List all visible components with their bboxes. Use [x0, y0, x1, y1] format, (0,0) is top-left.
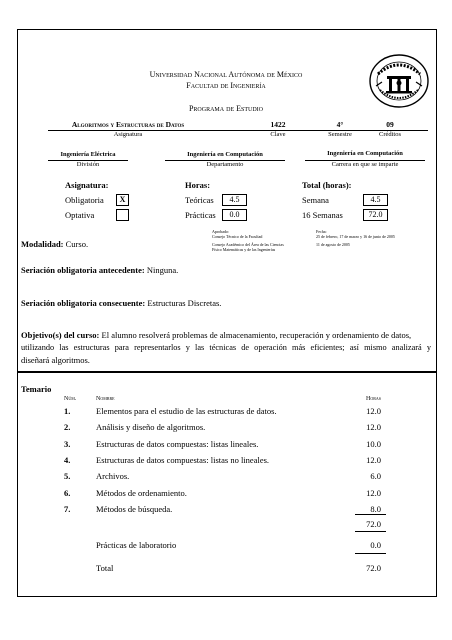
topic-number: 7.: [64, 503, 71, 514]
consequent-seriation: [21, 298, 221, 308]
topic-name: Análisis y diseño de algoritmos.: [96, 422, 206, 433]
topic-hours: 8.0: [370, 503, 381, 514]
course-key-caption: Clave: [270, 131, 286, 138]
topic-name: Estructuras de datos compuestas: listas no lineales.: [96, 454, 270, 465]
course-credits-caption: Créditos: [378, 131, 402, 138]
course-name-caption: Asignatura: [113, 131, 143, 138]
topic-hours: 12.0: [366, 487, 381, 498]
optativa-checkbox[interactable]: [116, 209, 129, 221]
horas-heading: Horas:: [185, 180, 211, 190]
university-name: Universidad Nacional Autónoma de México: [149, 70, 303, 79]
subtotal-rule-bottom: [355, 531, 386, 532]
course-semester-caption: Semestre: [328, 131, 352, 138]
career-caption: Carrera en que se imparte: [331, 161, 399, 168]
obligatoria-label: Obligatoria: [65, 195, 104, 205]
obligatoria-checkbox[interactable]: X: [116, 194, 129, 206]
division-value: Ingeniería Eléctrica: [60, 151, 116, 158]
optativa-label: Optativa: [65, 210, 95, 220]
topic-number: 1.: [64, 406, 71, 416]
practicas-value: 0.0: [222, 209, 247, 221]
technical-council: Consejo Técnico de la Facultad: [212, 234, 263, 239]
practicas-label: Prácticas: [185, 210, 216, 220]
antecedent-label: Seriación obligatoria antecedente:: [21, 265, 145, 275]
col-name-header: Nombre: [96, 396, 115, 402]
course-semester: 4°: [336, 120, 344, 129]
asignatura-heading: Asignatura:: [65, 180, 109, 190]
consequent-value: Estructuras Discretas.: [147, 298, 222, 308]
objective-line2: utilizando las estructuras para representarlos y las técnicas de operación más eficientes; así mismo analizará y: [21, 343, 431, 352]
topic-hours: 6.0: [370, 471, 381, 482]
program-title: Programa de Estudio: [188, 104, 263, 113]
subtotal-hours: 72.0: [366, 519, 381, 529]
objective-line3: diseñará algoritmos.: [21, 355, 90, 365]
topic-number: 4.: [64, 454, 71, 465]
section-divider: [17, 371, 437, 373]
approved-label: Aprobado:: [212, 229, 230, 234]
modality: [21, 239, 88, 249]
objective-line1: [21, 330, 411, 340]
division-caption: División: [76, 161, 100, 168]
semana-label: Semana: [302, 195, 329, 205]
lab-hours: 0.0: [370, 540, 381, 550]
topic-name: Archivos.: [96, 471, 130, 482]
syllabus-label: Temario: [21, 384, 52, 394]
antecedent-seriation: [21, 265, 178, 275]
semanas-label: 16 Semanas: [302, 210, 343, 220]
antecedent-value: Ninguna.: [146, 265, 179, 275]
lab-label: Prácticas de laboratorio: [96, 540, 177, 550]
total-hours: 72.0: [366, 563, 381, 573]
total-hours-heading: Total (horas):: [302, 180, 352, 190]
date-label: Fecha:: [316, 229, 327, 234]
topic-name: Métodos de búsqueda.: [96, 503, 173, 514]
department-caption: Departamento: [206, 161, 244, 168]
semana-value: 4.5: [363, 194, 388, 206]
academic-council-line2: Físico Matemáticas y de las Ingenierías: [212, 247, 276, 252]
col-hours-header: Horas: [365, 396, 381, 402]
course-key: 1422: [270, 120, 286, 129]
teoricas-label: Teóricas: [185, 195, 214, 205]
col-num-header: Núm.: [64, 396, 77, 402]
subtotal-rule: [355, 514, 386, 515]
objective-text-1: El alumno resolverá problemas de almacenamiento, recuperación y ordenamiento de datos,: [101, 330, 412, 340]
topic-hours: 12.0: [366, 422, 381, 433]
approval-date-1: 25 de febrero, 17 de marzo y 16 de junio de 2005: [316, 234, 395, 239]
course-name: Algoritmos y Estructuras de Datos: [71, 120, 185, 129]
teoricas-value: 4.5: [222, 194, 247, 206]
topic-hours: 12.0: [366, 406, 381, 416]
department-value: Ingeniería en Computación: [187, 151, 263, 158]
academic-council-line1: Consejo Académico del Área de las Ciencias: [212, 242, 284, 247]
topic-number: 6.: [64, 487, 71, 498]
topic-name: Elementos para el estudio de las estructuras de datos.: [96, 406, 277, 416]
topic-hours: 10.0: [366, 438, 381, 449]
total-label: Total: [96, 563, 114, 573]
objective-label: Objetivo(s) del curso:: [21, 330, 100, 340]
topic-number: 5.: [64, 471, 71, 482]
lab-rule: [355, 553, 386, 554]
career-value: Ingeniería en Computación: [327, 150, 403, 157]
topic-number: 3.: [64, 438, 71, 449]
topic-hours: 12.0: [366, 454, 381, 465]
faculty-name: Facultad de Ingeniería: [186, 81, 266, 90]
course-credits: 09: [386, 120, 394, 129]
approval-date-2: 11 de agosto de 2005: [316, 242, 350, 247]
topic-name: Estructuras de datos compuestas: listas lineales.: [96, 438, 259, 449]
consequent-label: Seriación obligatoria consecuente:: [21, 298, 146, 308]
modality-label: Modalidad:: [21, 239, 64, 249]
topic-number: 2.: [64, 422, 71, 433]
modality-value: Curso.: [65, 239, 89, 249]
semanas-value: 72.0: [363, 209, 388, 221]
topic-name: Métodos de ordenamiento.: [96, 487, 187, 498]
